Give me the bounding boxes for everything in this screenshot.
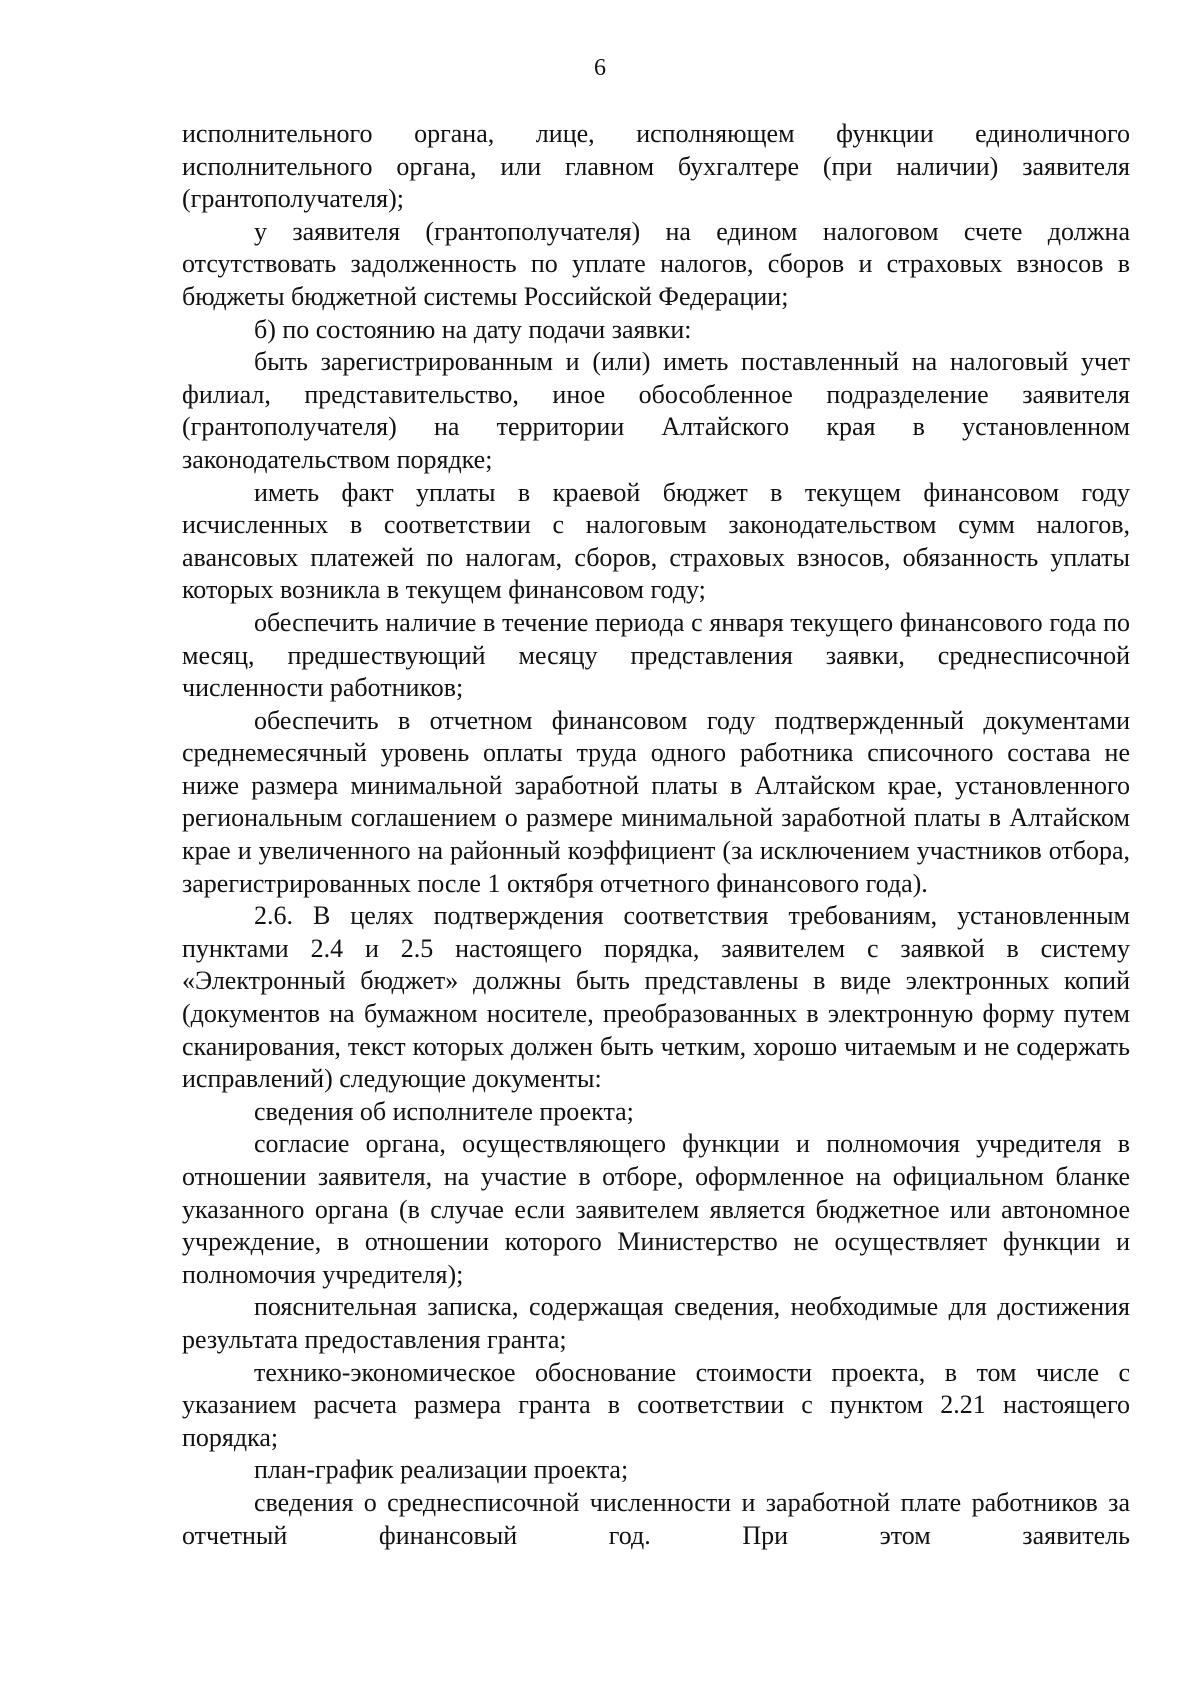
paragraph: быть зарегистрированным и (или) иметь поставленный на налоговый учет филиал, представительство, иное обособленное подразделение заявителя (грантополучателя) на территории Алтайского края в установленном законодательством порядке; [182,347,1130,474]
paragraph: иметь факт уплаты в краевой бюджет в текущем финансовом году исчисленных в соответствии с налоговым законодательством сумм налогов, авансовых платежей по налогам, сборов, страховых взносов, обязанность уплаты которых возникла в текущем финансовом году; [182,477,1130,605]
paragraph: сведения о среднесписочной численности и заработной плате работников за отчетный финансовый год. При этом заявитель [182,1487,1130,1550]
paragraph: исполнительного органа, лице, исполняющем функции единоличного исполнительного органа, или главном бухгалтере (при наличии) заявителя (грантополучателя); [182,119,1130,214]
paragraph: пояснительная записка, содержащая сведения, необходимые для достижения результата предоставления гранта; [182,1292,1130,1354]
paragraph: 2.6. В целях подтверждения соответствия требованиям, установленным пунктами 2.4 и 2.5 настоящего порядка, заявителем с заявкой в систему «Электронный бюджет» должны быть представлены в виде электронных копий (документов на бумажном носителе, преобразованных в электронную форму путем сканирования, текст которых должен быть четким, хорошо читаемым и не содержать исправлений) следующие документы: [182,901,1130,1094]
paragraph: сведения об исполнителе проекта; [254,1096,634,1126]
document-body [182,118,1130,1552]
paragraph: технико-экономическое обоснование стоимости проекта, в том числе с указанием расчета размера гранта в соответствии с пунктом 2.21 настоящего порядка; [182,1357,1130,1452]
paragraph: обеспечить в отчетном финансовом году подтвержденный документами среднемесячный уровень оплаты труда одного работника списочного состава не ниже размера минимальной заработной платы в Алтайском крае, установленного региональным соглашением о размере минимальной заработной платы в Алтайском крае и увеличенного на районный коэффициент (за исключением участников отбора, зарегистрированных после 1 октября отчетного финансового года). [182,705,1130,898]
page-number: 6 [594,55,606,81]
paragraph: б) по состоянию на дату подачи заявки: [254,314,692,344]
paragraph: план-график реализации проекта; [254,1455,629,1485]
paragraph: у заявителя (грантополучателя) на едином налоговом счете должна отсутствовать задолженность по уплате налогов, сборов и страховых взносов в бюджеты бюджетной системы Российской Федерации; [182,216,1130,311]
paragraph: согласие органа, осуществляющего функции и полномочия учредителя в отношении заявителя, на участие в отборе, оформленное на официальном бланке указанного органа (в случае если заявителем является бюджетное или автономное учреждение, в отношении которого Министерство не осуществляет функции и полномочия учредителя); [182,1129,1130,1289]
paragraph: обеспечить наличие в течение периода с января текущего финансового года по месяц, предшествующий месяцу представления заявки, среднесписочной численности работников; [182,607,1130,703]
